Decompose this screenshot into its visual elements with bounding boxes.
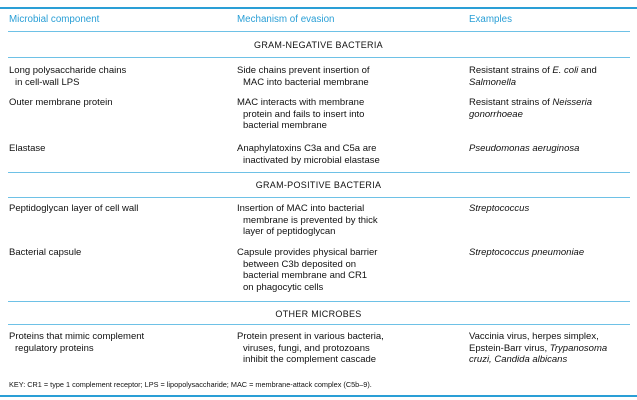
column-header-examples: Examples [469,14,513,25]
row-examples: Resistant strains of E. coli and Salmonella [469,65,597,88]
row-examples: Vaccinia virus, herpes simplex, Epstein-Barr virus, Trypanosoma cruzi, Candida albicans [469,331,608,365]
section-title-gram-positive: GRAM-POSITIVE BACTERIA [255,180,382,190]
row-mechanism: Anaphylatoxins C3a and C5a are inactivated by microbial elastase [237,143,380,166]
section-divider [8,324,630,325]
top-rule [0,7,637,9]
row-component: Bacterial capsule [9,247,82,258]
section-title-gram-negative: GRAM-NEGATIVE BACTERIA [254,40,383,50]
bottom-rule [0,395,637,397]
section-divider [8,172,630,173]
row-component: Outer membrane protein [9,97,113,108]
section-title-other-microbes: OTHER MICROBES [275,309,362,319]
row-mechanism: MAC interacts with membrane protein and fails to insert into bacterial membrane [237,97,365,131]
row-mechanism: Protein present in various bacteria, viruses, fungi, and protozoans inhibit the complement cascade [237,331,384,365]
row-component: Long polysaccharide chains in cell-wall LPS [9,65,127,88]
row-mechanism: Insertion of MAC into bacterial membrane is prevented by thick layer of peptidoglycan [237,203,378,237]
header-divider [8,31,630,32]
row-component: Elastase [9,143,46,154]
row-component: Proteins that mimic complement regulatory proteins [9,331,145,354]
row-mechanism: Capsule provides physical barrier between C3b deposited on bacterial membrane and CR1 on phagocytic cells [237,247,378,293]
table-key-footnote: KEY: CR1 = type 1 complement receptor; LPS = lipopolysaccharide; MAC = membrane-attack complex (C5b–9). [9,380,372,389]
section-divider [8,197,630,198]
column-header-mechanism: Mechanism of evasion [237,14,335,25]
row-component: Peptidoglycan layer of cell wall [9,203,139,214]
row-mechanism: Side chains prevent insertion of MAC into bacterial membrane [237,65,370,88]
row-examples: Streptococcus pneumoniae [469,247,585,258]
row-examples: Pseudomonas aeruginosa [469,143,580,154]
section-divider [8,57,630,58]
section-divider [8,301,630,302]
column-header-component: Microbial component [9,14,100,25]
row-examples: Resistant strains of Neisseria gonorrhoeae [469,97,593,120]
row-examples: Streptococcus [469,203,530,214]
